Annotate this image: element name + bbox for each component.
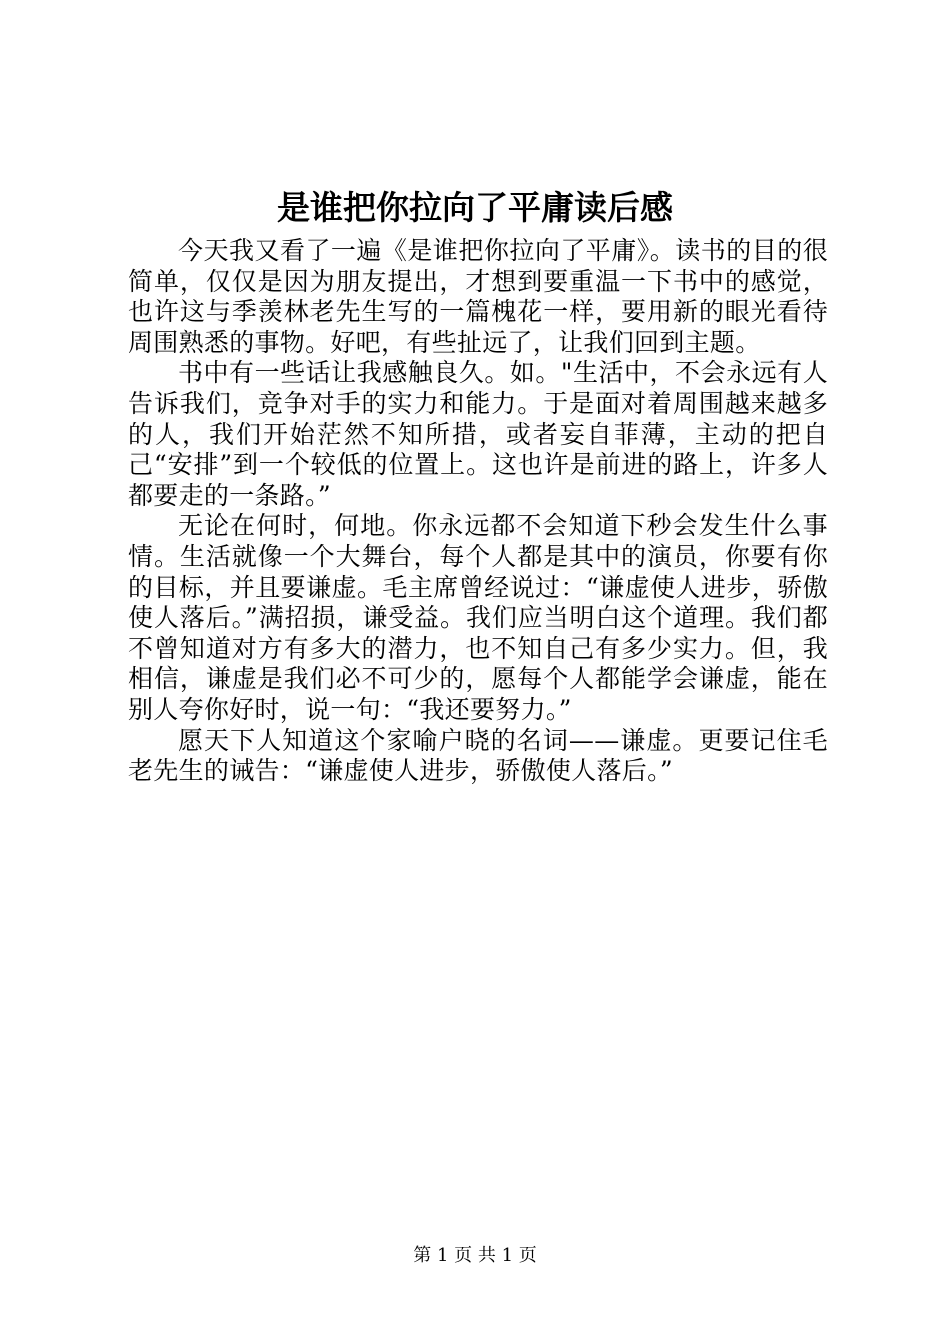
- page-footer: 第 1 页 共 1 页: [413, 1245, 537, 1266]
- paragraph-1: 今天我又看了一遍《是谁把你拉向了平庸》。读书的目的很简单，仅仅是因为朋友提出，才想到要重温一下书中的感觉，也许这与季羡林老先生写的一篇槐花一样，要用新的眼光看待周围熟悉的事物。好吧，有些扯远了，让我们回到主题。: [128, 236, 828, 357]
- document-body: [128, 236, 828, 787]
- paragraph-4: 愿天下人知道这个家喻户晓的名词——谦虚。更要记住毛老先生的诫告：“谦虚使人进步，骄傲使人落后。”: [128, 725, 828, 786]
- paragraph-2: 书中有一些话让我感触良久。如。"生活中，不会永远有人告诉我们，竞争对手的实力和能力。于是面对着周围越来越多的人，我们开始茫然不知所措，或者妄自菲薄，主动的把自己“安排”到一个较低的位置上。这也许是前进的路上，许多人都要走的一条路。”: [128, 358, 828, 510]
- paragraph-3: 无论在何时，何地。你永远都不会知道下秒会发生什么事情。生活就像一个大舞台，每个人都是其中的演员，你要有你的目标，并且要谦虚。毛主席曾经说过：“谦虚使人进步，骄傲使人落后。”满招损，谦受益。我们应当明白这个道理。我们都不曾知道对方有多大的潜力，也不知自己有多少实力。但，我相信，谦虚是我们必不可少的，愿每个人都能学会谦虚，能在别人夸你好时，说一句：“我还要努力。”: [128, 511, 828, 724]
- document-title: 是谁把你拉向了平庸读后感: [277, 188, 673, 227]
